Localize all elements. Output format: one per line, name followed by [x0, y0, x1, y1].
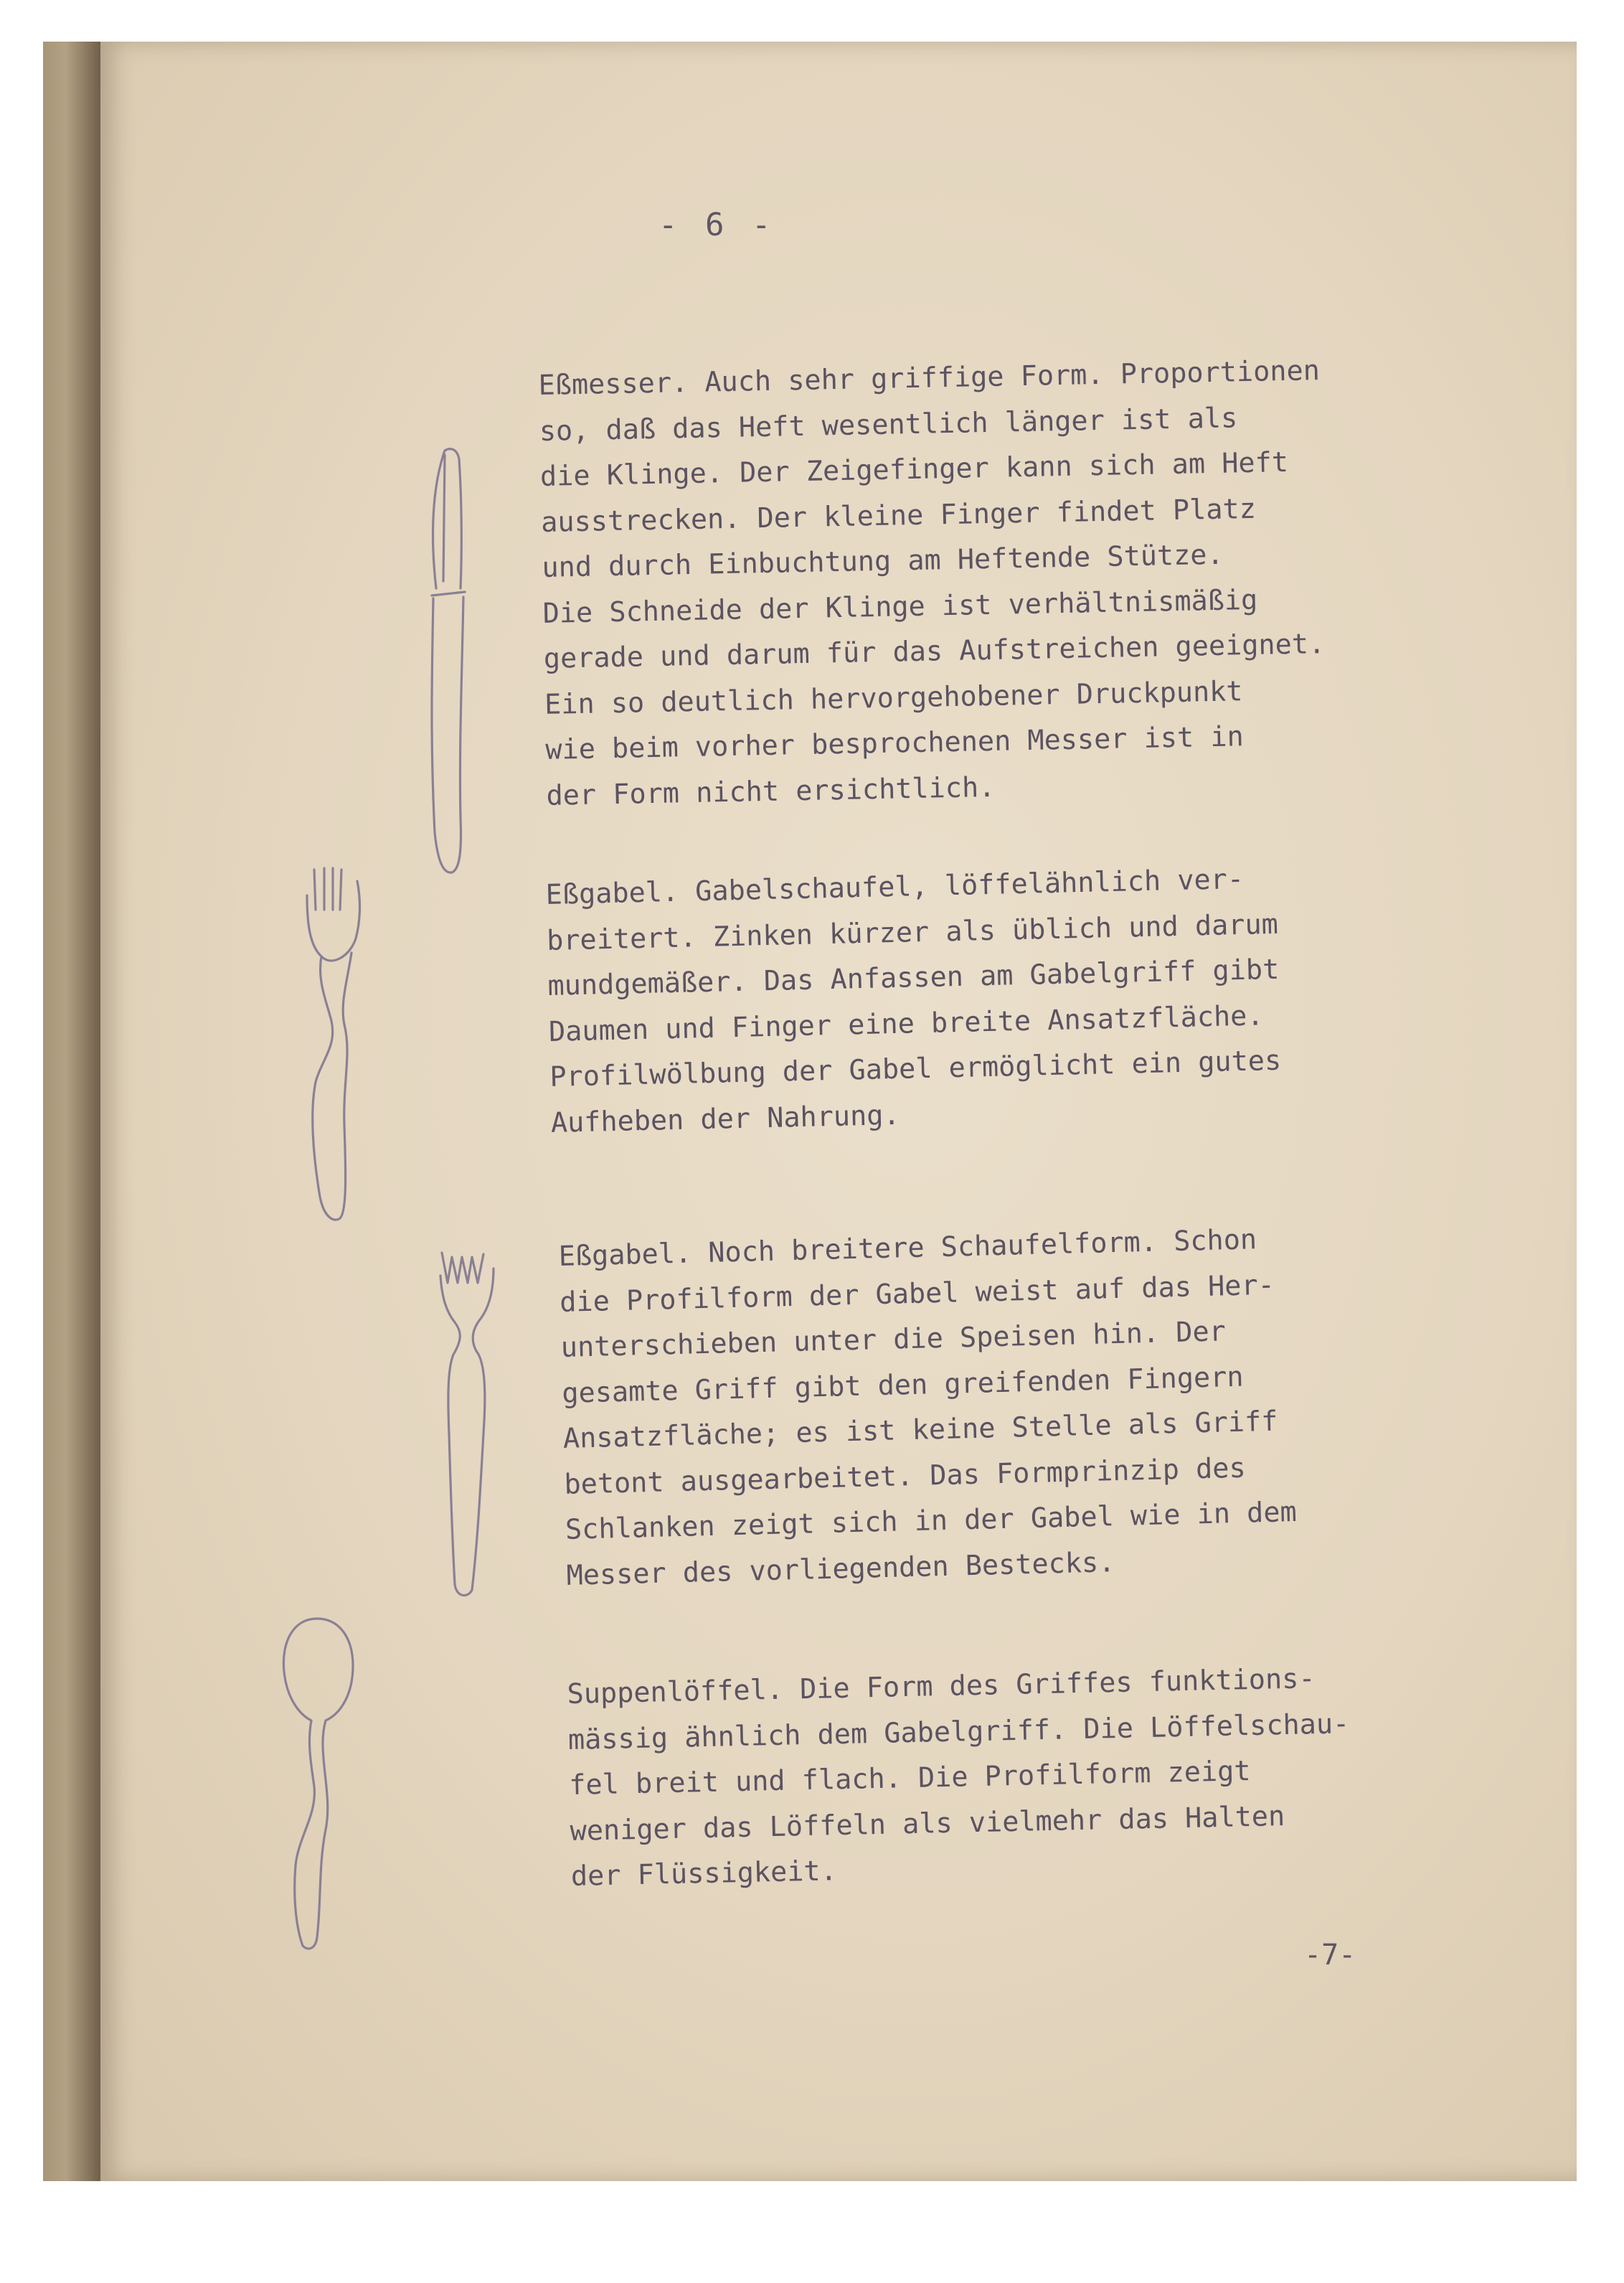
text-line: Profilwölbung der Gabel ermöglicht ein gutes — [549, 1044, 1282, 1093]
page-binding-edge — [43, 42, 100, 2181]
paragraph-fork-1 — [545, 856, 1283, 1146]
paragraph-fork-2 — [558, 1216, 1298, 1599]
text-line: und durch Einbuchtung am Heftende Stütze. — [542, 538, 1224, 584]
text-line: Eßmesser. Auch sehr griffige Form. Proportionen — [538, 354, 1321, 402]
text-line: betont ausgearbeitet. Das Formprinzip des — [563, 1451, 1247, 1501]
text-line: Ansatzfläche; es ist keine Stelle als Griff — [562, 1405, 1278, 1455]
knife-sketch — [423, 445, 473, 875]
text-line: Schlanken zeigt sich in der Gabel wie in dem — [565, 1495, 1298, 1546]
page-number: - 6 - — [658, 207, 775, 243]
text-line: die Klinge. Der Zeigefinger kann sich am Heft — [539, 446, 1289, 493]
text-line: mundgemäßer. Das Anfassen am Gabelgriff gibt — [547, 953, 1280, 1002]
text-line: breitert. Zinken kürzer als üblich und darum — [546, 908, 1279, 957]
text-line: der Form nicht ersichtlich. — [546, 771, 996, 812]
next-page-marker: -7- — [1304, 1939, 1356, 1972]
text-line: Daumen und Finger eine breite Ansatzfläche. — [548, 999, 1264, 1048]
text-line: die Profilform der Gabel weist auf das Her- — [559, 1268, 1275, 1319]
paragraph-spoon — [567, 1655, 1353, 1899]
text-line: Aufheben der Nahrung. — [550, 1098, 901, 1139]
text-line: unterschieben unter die Speisen hin. Der — [560, 1315, 1227, 1364]
text-line: Eßgabel. Gabelschaufel, löffelähnlich ver- — [545, 862, 1245, 911]
text-line: gesamte Griff gibt den greifenden Fingern — [561, 1360, 1245, 1410]
text-line: wie beim vorher besprochenen Messer ist in — [544, 720, 1245, 766]
paragraph-knife — [538, 348, 1328, 819]
text-line: Die Schneide der Klinge ist verhältnismäßig — [542, 583, 1258, 630]
fork-front-sketch — [436, 1247, 501, 1599]
fork-profile-sketch — [300, 867, 372, 1225]
text-line: Messer des vorliegenden Bestecks. — [566, 1545, 1115, 1592]
text-line: gerade und darum für das Aufstreichen geeignet. — [543, 628, 1326, 675]
text-line: weniger das Löffeln als vielmehr das Halten — [570, 1799, 1285, 1847]
text-line: Eßgabel. Noch breitere Schaufelform. Schon — [558, 1223, 1257, 1273]
text-line: ausstrecken. Der kleine Finger findet Platz — [540, 492, 1257, 539]
text-line: Ein so deutlich hervorgehobener Druckpunkt — [544, 674, 1243, 721]
text-line: fel breit und flach. Die Profilform zeigt — [568, 1755, 1251, 1802]
text-line: mässig ähnlich dem Gabelgriff. Die Löffelschau- — [567, 1707, 1350, 1756]
text-line: der Flüssigkeit. — [570, 1855, 838, 1893]
text-line: Suppenlöffel. Die Form des Griffes funktions- — [567, 1662, 1316, 1710]
text-line: so, daß das Heft wesentlich länger ist als — [539, 401, 1238, 448]
spoon-sketch — [278, 1614, 357, 1952]
